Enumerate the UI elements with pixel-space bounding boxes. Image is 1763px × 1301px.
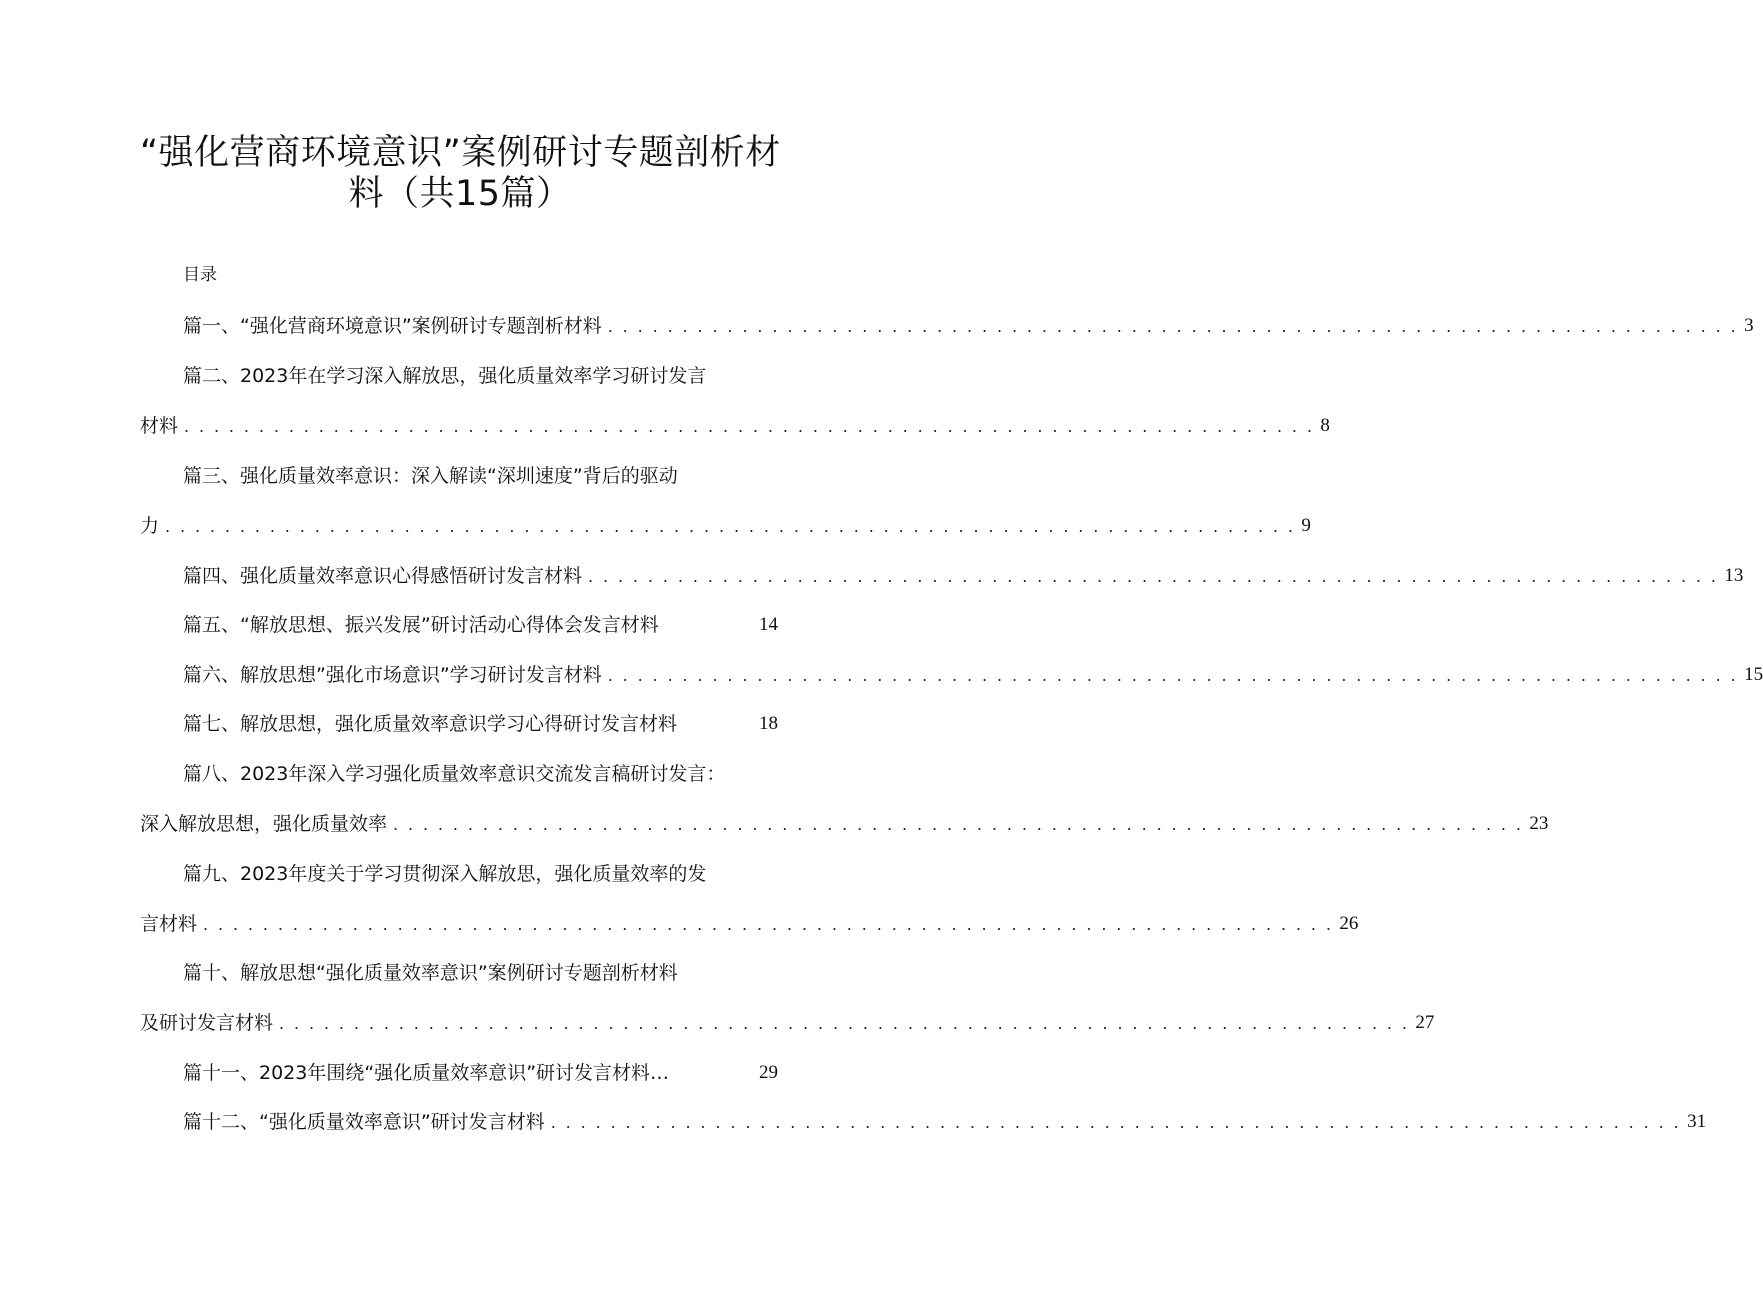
dot-leader: . . . . . . . . . . . . . . . . . . . . . . . . . . . . . . . . . . . . . . . . . . . . . . . . . . . . . . . . . . . . . . . . . . . . . . . . . . . . <box>550 1113 1682 1132</box>
dot-leader: . . . . . . . . . . . . . . . . . . . . . . . . . . . . . . . . . . . . . . . . . . . . . . . . . . . . . . . . . . . . . . . . . . . . . . . . . . . . <box>184 417 1315 436</box>
toc-page-number: 27 <box>1415 1012 1435 1033</box>
toc-entry-11[interactable] <box>183 1058 778 1088</box>
toc-entry-text: 篇五、“解放思想、振兴发展”研讨活动心得体会发言材料 <box>183 614 659 636</box>
toc-entry-12[interactable] <box>183 1107 1707 1137</box>
toc-page-number: 8 <box>1320 415 1330 436</box>
toc-entry-text-continued: 深入解放思想，强化质量效率 <box>140 813 388 835</box>
toc-entry-text-continued: 材料 <box>140 415 179 437</box>
toc-entry-text: 篇十二、“强化质量效率意识”研讨发言材料 <box>183 1111 545 1133</box>
toc-entry-3-continued[interactable] <box>140 511 1311 541</box>
toc-page-number: 13 <box>1724 565 1744 586</box>
toc-entry-5[interactable] <box>183 610 778 640</box>
toc-entry-10-continued[interactable] <box>140 1008 1435 1038</box>
toc-page-number: 14 <box>759 614 778 635</box>
toc-entry-6[interactable] <box>183 660 1763 690</box>
toc-page-number: 29 <box>759 1062 778 1083</box>
toc-entry-text: 篇十、解放思想“强化质量效率意识”案例研讨专题剖析材料 <box>183 962 678 984</box>
dot-leader: . . . . . . . . . . . . . . . . . . . . . . . . . . . . . . . . . . . . . . . . . . . . . . . . . . . . . . . . . . . . . . . . . . . . . . . . . . . . <box>607 666 1739 685</box>
toc-entry-text: 篇十一、2023年围绕“强化质量效率意识”研讨发言材料… <box>183 1062 670 1084</box>
toc-entry-text: 篇三、强化质量效率意识：深入解读“深圳速度”背后的驱动 <box>183 465 678 487</box>
toc-page-number: 23 <box>1529 813 1549 834</box>
dot-leader: . . . . . . . . . . . . . . . . . . . . . . . . . . . . . . . . . . . . . . . . . . . . . . . . . . . . . . . . . . . . . . . . . . . . . . . . . . . . <box>165 517 1296 536</box>
toc-entry-9[interactable] <box>183 859 778 889</box>
toc-entry-text: 篇八、2023年深入学习强化质量效率意识交流发言稿研讨发言： <box>183 763 726 785</box>
toc-entry-text: 篇九、2023年度关于学习贯彻深入解放思，强化质量效率的发 <box>183 863 707 885</box>
toc-entry-text-continued: 言材料 <box>140 913 198 935</box>
dot-leader: . . . . . . . . . . . . . . . . . . . . . . . . . . . . . . . . . . . . . . . . . . . . . . . . . . . . . . . . . . . . . . . . . . . . . . . . . . . . <box>393 815 1524 834</box>
toc-entry-text: 篇七、解放思想，强化质量效率意识学习心得研讨发言材料 <box>183 713 678 735</box>
toc-entry-text-continued: 力 <box>140 515 160 537</box>
toc-entry-8[interactable] <box>183 759 778 789</box>
toc-entry-2-continued[interactable] <box>140 411 1330 441</box>
toc-entry-text: 篇六、解放思想”强化市场意识”学习研讨发言材料 <box>183 664 602 686</box>
toc-page-number: 9 <box>1301 515 1311 536</box>
document-title-line-2: 料（共15篇） <box>348 174 572 214</box>
toc-entry-9-continued[interactable] <box>140 909 1359 939</box>
toc-entry-4[interactable] <box>183 561 1744 591</box>
dot-leader: . . . . . . . . . . . . . . . . . . . . . . . . . . . . . . . . . . . . . . . . . . . . . . . . . . . . . . . . . . . . . . . . . . . . . . . . . . . . <box>588 567 1719 586</box>
toc-entry-text: 篇四、强化质量效率意识心得感悟研讨发言材料 <box>183 565 583 587</box>
dot-leader: . . . . . . . . . . . . . . . . . . . . . . . . . . . . . . . . . . . . . . . . . . . . . . . . . . . . . . . . . . . . . . . . . . . . . . . . . . . . <box>607 317 1739 336</box>
toc-entry-3[interactable] <box>183 461 778 491</box>
toc-page-number: 3 <box>1744 315 1754 336</box>
toc-entry-1[interactable] <box>183 311 1754 341</box>
toc-entry-text: 篇一、“强化营商环境意识”案例研讨专题剖析材料 <box>183 315 602 337</box>
dot-leader: . . . . . . . . . . . . . . . . . . . . . . . . . . . . . . . . . . . . . . . . . . . . . . . . . . . . . . . . . . . . . . . . . . . . . . . . . . . . <box>203 915 1334 934</box>
toc-entry-8-continued[interactable] <box>140 809 1549 839</box>
toc-heading: 目录 <box>183 265 217 285</box>
toc-page-number: 26 <box>1339 913 1359 934</box>
dot-leader: . . . . . . . . . . . . . . . . . . . . . . . . . . . . . . . . . . . . . . . . . . . . . . . . . . . . . . . . . . . . . . . . . . . . . . . . . . . . <box>279 1014 1410 1033</box>
toc-page-number: 18 <box>759 713 778 734</box>
document-title-line-1: “强化营商环境意识”案例研讨专题剖析材 <box>140 133 781 173</box>
toc-page-number: 31 <box>1687 1111 1707 1132</box>
toc-page-number: 15 <box>1744 664 1763 685</box>
toc-entry-2[interactable] <box>183 361 778 391</box>
toc-entry-7[interactable] <box>183 709 778 739</box>
toc-entry-text-continued: 及研讨发言材料 <box>140 1012 274 1034</box>
toc-entry-10[interactable] <box>183 958 778 988</box>
toc-entry-text: 篇二、2023年在学习深入解放思，强化质量效率学习研讨发言 <box>183 365 707 387</box>
